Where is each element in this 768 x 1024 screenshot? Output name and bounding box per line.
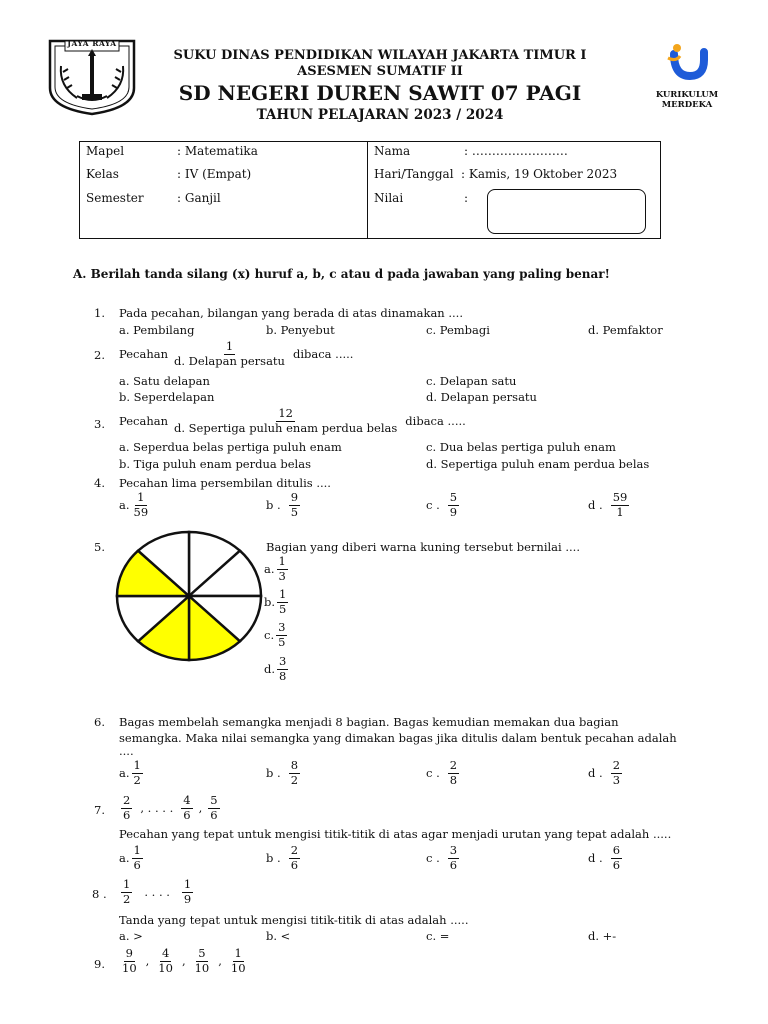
q9-frac-3: [193, 948, 212, 974]
q6-line-1: Bagas membelah semangka menjadi 8 bagian. Bagas kemudian memakan dua bagian: [119, 715, 619, 729]
student-info-table: [79, 141, 661, 239]
q6-d-den: 3: [612, 772, 621, 787]
q2-number: 2.: [94, 348, 105, 362]
header-line-1: SUKU DINAS PENDIDIKAN WILAYAH JAKARTA TIMUR I: [173, 48, 587, 63]
nilai-label: Nilai: [374, 191, 404, 205]
q7-option-a[interactable]: [119, 845, 145, 871]
q5-d-letter: d.: [264, 662, 276, 676]
q4-a-letter: a.: [119, 498, 130, 512]
q5-b-fraction: [277, 589, 288, 615]
nilai-colon: :: [464, 191, 469, 205]
q3-pre: Pecahan: [119, 414, 168, 428]
q6-line-2: semangka. Maka nilai semangka yang dimakan bagas jika ditulis dalam bentuk pecahan adalah: [119, 731, 677, 745]
q5-b-letter: b.: [264, 595, 276, 609]
q2-option-a[interactable]: a. Satu delapan: [119, 374, 210, 388]
q6-b-den: 2: [290, 772, 299, 787]
q4-a-num: 1: [137, 490, 145, 504]
kelas-label: Kelas: [86, 167, 119, 181]
q3-stem: [119, 408, 466, 434]
q4-d-fraction: [611, 492, 630, 518]
q7-frac-2: [181, 795, 192, 821]
q7-d-letter: d .: [588, 851, 603, 865]
q9-number: 9.: [94, 957, 105, 971]
q1-number: 1.: [94, 306, 105, 320]
q9-comma-3: ,: [218, 954, 222, 968]
q2-stem: [119, 341, 353, 367]
q6-d-letter: d .: [588, 766, 603, 780]
q3-num: 12: [278, 406, 293, 420]
q9-frac-1: [120, 948, 139, 974]
q9-comma-2: ,: [181, 954, 186, 968]
q4-number: 4.: [94, 476, 105, 490]
q7-comma: ,: [198, 801, 203, 815]
q8-f1-den: 2: [123, 891, 131, 906]
q5-a-num: 1: [278, 554, 286, 568]
q2-option-b[interactable]: b. Seperdelapan: [119, 390, 215, 404]
q5-option-a[interactable]: [264, 556, 290, 582]
q7-f3-den: 6: [210, 807, 218, 822]
kelas-value: : IV (Empat): [177, 167, 252, 181]
q3-fraction: [172, 408, 399, 434]
q7-dots: , . . . .: [140, 801, 174, 815]
q7-a-num: 1: [133, 843, 141, 857]
q7-f3-num: 5: [210, 793, 218, 807]
q7-d-den: 6: [612, 857, 621, 872]
q7-a-fraction: [132, 845, 143, 871]
q5-b-den: 5: [279, 601, 287, 616]
q7-a-letter: a.: [119, 851, 130, 865]
q7-sequence: [119, 795, 222, 821]
q5-c-num: 3: [278, 620, 286, 634]
academic-year: TAHUN PELAJARAN 2023 / 2024: [256, 107, 504, 123]
q1-option-c[interactable]: c. Pembagi: [426, 323, 490, 337]
q4-a-fraction: [132, 492, 151, 518]
logo-left-text: JAYA RAYA: [67, 39, 117, 48]
q6-c-den: 8: [449, 772, 458, 787]
q6-option-c[interactable]: [426, 760, 461, 786]
q4-b-den: 5: [290, 504, 299, 519]
q9-f4-den: 10: [230, 960, 246, 975]
school-name: SD NEGERI DUREN SAWIT 07 PAGI: [178, 81, 582, 105]
q7-f2-num: 4: [183, 793, 191, 807]
q5-d-den: 8: [279, 668, 287, 683]
q4-d-letter: d .: [588, 498, 603, 512]
q5-option-b[interactable]: [264, 589, 290, 615]
q6-b-fraction: [289, 760, 300, 786]
q6-a-fraction: [132, 760, 143, 786]
q2-post: dibaca .....: [292, 347, 354, 361]
q6-d-num: 2: [612, 758, 621, 772]
q7-c-letter: c .: [426, 851, 440, 865]
q4-b-letter: b .: [266, 498, 281, 512]
q8-dots: . . . .: [144, 885, 170, 899]
q6-line-3: ....: [119, 744, 134, 758]
q4-option-b[interactable]: [266, 492, 302, 518]
q7-b-letter: b .: [266, 851, 281, 865]
q5-c-fraction: [276, 622, 287, 648]
q5-b-num: 1: [279, 587, 287, 601]
q6-a-num: 1: [133, 758, 141, 772]
q9-f1-den: 10: [122, 960, 137, 975]
q2-pre: Pecahan: [119, 347, 168, 361]
q1-option-a[interactable]: a. Pembilang: [119, 323, 195, 337]
section-a-instruction: A. Berilah tanda silang (x) huruf a, b, c atau d pada jawaban yang paling benar!: [73, 267, 610, 281]
q2-option-c[interactable]: c. Delapan satu: [426, 374, 517, 388]
q9-sequence: [118, 948, 250, 974]
q6-d-fraction: [611, 760, 622, 786]
q6-c-num: 2: [449, 758, 458, 772]
nilai-box[interactable]: [487, 189, 646, 234]
q7-b-den: 6: [290, 857, 299, 872]
hari-value: : Kamis, 19 Oktober 2023: [461, 167, 618, 181]
q4-d-den: 1: [616, 504, 624, 519]
q5-pie-figure: [114, 530, 264, 667]
jakarta-logo: [47, 38, 137, 116]
q1-option-b[interactable]: b. Penyebut: [266, 323, 335, 337]
q8-frac-2: [182, 879, 193, 905]
q3-option-d[interactable]: d. Sepertiga puluh enam perdua belas: [426, 457, 650, 471]
q7-number: 7.: [94, 803, 105, 817]
header-line-2: ASESMEN SUMATIF II: [297, 64, 463, 79]
q6-a-den: 2: [133, 772, 141, 787]
q4-option-c[interactable]: [426, 492, 461, 518]
q4-option-d[interactable]: [588, 492, 631, 518]
q7-option-b[interactable]: [266, 845, 302, 871]
q8-number: 8 .: [92, 887, 107, 901]
q7-frac-1: [121, 795, 132, 821]
q8-frac-1: [121, 879, 132, 905]
q4-d-num: 59: [612, 490, 628, 504]
q4-c-den: 9: [449, 504, 458, 519]
q6-option-b[interactable]: [266, 760, 302, 786]
q4-text: Pecahan lima persembilan ditulis ....: [119, 476, 331, 490]
q9-f1-num: 9: [125, 946, 133, 960]
q8-f1-num: 1: [123, 877, 131, 891]
q8-f2-num: 1: [183, 877, 192, 891]
q9-frac-4: [229, 948, 248, 974]
q8-f2-den: 9: [183, 891, 192, 906]
q7-c-num: 3: [449, 843, 458, 857]
q3-option-b[interactable]: b. Tiga puluh enam perdua belas: [119, 457, 311, 471]
q5-option-d[interactable]: [264, 656, 290, 682]
nama-value[interactable]: : ……………………: [464, 144, 568, 158]
q2-num: 1: [225, 339, 234, 353]
q8-option-c[interactable]: c. =: [426, 929, 450, 943]
q7-c-den: 6: [449, 857, 458, 872]
q9-f2-num: 4: [161, 946, 170, 960]
q6-c-fraction: [448, 760, 459, 786]
q1-option-d[interactable]: d. Pemfaktor: [588, 323, 663, 337]
q9-f2-den: 10: [158, 960, 173, 975]
mapel-value: : Matematika: [177, 144, 258, 158]
q3-number: 3.: [94, 417, 105, 431]
q2-option-d[interactable]: d. Delapan persatu: [426, 390, 537, 404]
q5-number: 5.: [94, 540, 105, 554]
q7-option-d[interactable]: [588, 845, 624, 871]
q7-f1-den: 6: [123, 807, 131, 822]
q7-d-num: 6: [612, 843, 621, 857]
q7-b-num: 2: [290, 843, 299, 857]
q7-c-fraction: [448, 845, 459, 871]
q5-d-fraction: [277, 656, 288, 682]
q6-b-num: 8: [290, 758, 299, 772]
q3-option-a[interactable]: a. Seperdua belas pertiga puluh enam: [119, 440, 342, 454]
logo-right-text: KURIKULUM MERDEKA: [655, 90, 719, 110]
q4-c-num: 5: [449, 490, 458, 504]
q5-c-letter: c.: [264, 628, 275, 642]
hari-label: Hari/Tanggal: [374, 167, 454, 181]
q9-frac-2: [156, 948, 175, 974]
q9-comma-1: ,: [145, 954, 150, 968]
mapel-label: Mapel: [86, 144, 125, 158]
q8-option-a[interactable]: a. >: [119, 929, 143, 943]
kurikulum-merdeka-logo: [632, 42, 742, 110]
q4-b-fraction: [289, 492, 300, 518]
q3-post: dibaca .....: [405, 414, 466, 428]
q7-d-fraction: [611, 845, 622, 871]
q7-b-fraction: [289, 845, 300, 871]
q7-f2-den: 6: [183, 807, 191, 822]
q8-text: Tanda yang tepat untuk mengisi titik-titik di atas adalah .....: [119, 913, 469, 927]
q6-b-letter: b .: [266, 766, 281, 780]
q6-c-letter: c .: [426, 766, 440, 780]
q2-den: d. Delapan persatu: [174, 353, 285, 368]
q8-option-d[interactable]: d. +-: [588, 929, 617, 943]
q1-text: Pada pecahan, bilangan yang berada di atas dinamakan ....: [119, 306, 463, 320]
q8-comparison: [119, 879, 195, 905]
q4-c-letter: c .: [426, 498, 440, 512]
pie-chart: [114, 530, 264, 663]
q9-f4-num: 1: [234, 946, 242, 960]
q3-option-c[interactable]: c. Dua belas pertiga puluh enam: [426, 440, 616, 454]
q4-option-a[interactable]: [119, 492, 152, 518]
q5-a-letter: a.: [264, 562, 275, 576]
q7-option-c[interactable]: [426, 845, 461, 871]
semester-value: : Ganjil: [177, 191, 221, 205]
q6-a-letter: a.: [119, 766, 130, 780]
q6-option-a[interactable]: [119, 760, 145, 786]
q7-f1-num: 2: [123, 793, 131, 807]
q6-number: 6.: [94, 715, 105, 729]
semester-label: Semester: [86, 191, 144, 205]
q5-a-fraction: [277, 556, 288, 582]
q5-d-num: 3: [279, 654, 287, 668]
q4-a-den: 59: [133, 504, 149, 519]
q3-den: d. Sepertiga puluh enam perdua belas: [174, 420, 398, 435]
q7-text: Pecahan yang tepat untuk mengisi titik-titik di atas agar menjadi urutan yang tepat adalah .....: [119, 827, 672, 841]
q5-text: Bagian yang diberi warna kuning tersebut bernilai ....: [266, 540, 580, 554]
q7-a-den: 6: [133, 857, 141, 872]
q9-f3-den: 10: [194, 960, 210, 975]
q4-c-fraction: [448, 492, 459, 518]
q9-f3-num: 5: [198, 946, 206, 960]
q8-option-b[interactable]: b. <: [266, 929, 291, 943]
nama-label: Nama: [374, 144, 411, 158]
q6-option-d[interactable]: [588, 760, 624, 786]
q4-b-num: 9: [290, 490, 299, 504]
q7-frac-3: [208, 795, 219, 821]
q5-a-den: 3: [278, 568, 286, 583]
q5-option-c[interactable]: [264, 622, 289, 648]
q5-c-den: 5: [278, 634, 286, 649]
q2-fraction: [172, 341, 287, 367]
